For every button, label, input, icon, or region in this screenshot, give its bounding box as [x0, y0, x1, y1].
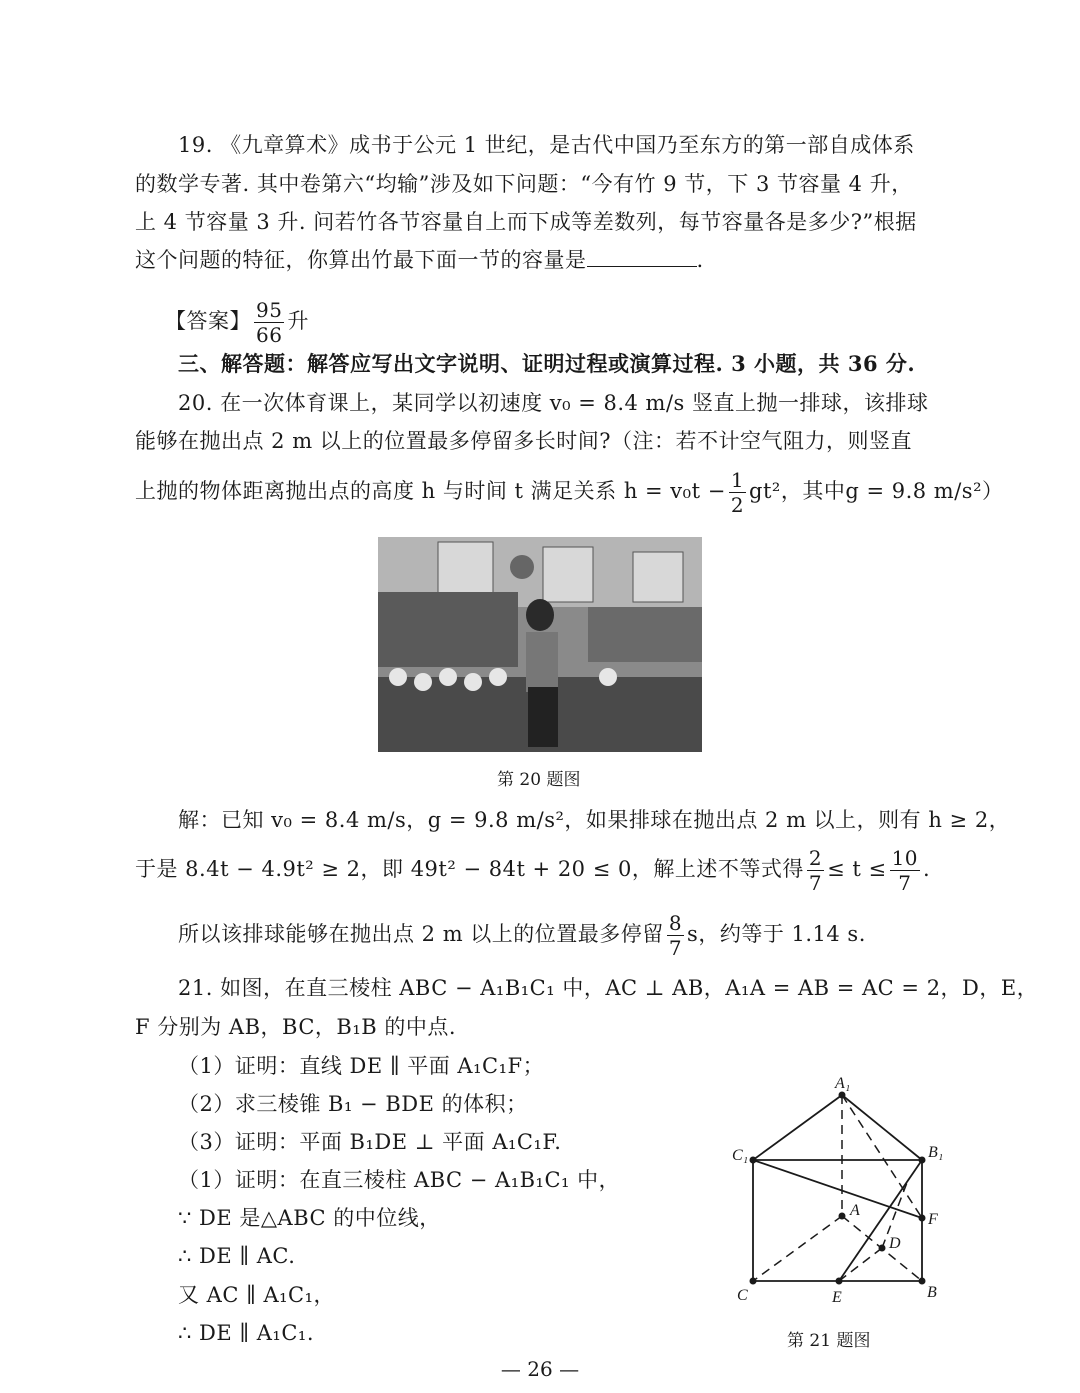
label-B: B	[927, 1284, 937, 1301]
text-line	[135, 848, 930, 893]
figure21-caption: 第 21 题图	[787, 1331, 871, 1351]
text-segment: 三、解答题：解答应写出文字说明、证明过程或演算过程. 3 小题，共 36 分.	[178, 351, 916, 376]
text-segment: 上抛的物体距离抛出点的高度 h 与时间 t 满足关系 h = v₀t −	[135, 479, 726, 503]
label-A1: A₁	[835, 1075, 851, 1092]
text-segment: ≤ t ≤	[827, 857, 887, 881]
text-line	[178, 1323, 314, 1344]
label-D: D	[889, 1235, 901, 1252]
fraction	[807, 848, 824, 893]
volleyball-photo	[378, 537, 702, 752]
edge-A1B1	[842, 1095, 922, 1160]
text-segment: （1）证明：直线 DE ∥ 平面 A₁C₁F；	[178, 1054, 545, 1078]
text-line	[178, 1094, 528, 1115]
edge-C1F	[753, 1160, 922, 1218]
text-segment: （1）证明：在直三棱柱 ABC − A₁B₁C₁ 中，	[178, 1168, 621, 1192]
fraction	[729, 470, 746, 515]
text-segment: 21. 如图，在直三棱柱 ABC − A₁B₁C₁ 中，AC ⊥ AB，A₁A = AB = AC = 2，D，E，	[178, 976, 1039, 1000]
text-line	[178, 810, 1010, 831]
edge-ED	[839, 1248, 882, 1281]
text-segment: 所以该排球能够在抛出点 2 m 以上的位置最多停留	[178, 922, 664, 946]
text-line	[178, 135, 915, 156]
text-line	[178, 1056, 544, 1077]
figure20-caption: 第 20 题图	[497, 770, 581, 790]
text-segment: ∴ DE ∥ A₁C₁.	[178, 1321, 314, 1345]
text-segment: F 分别为 AB，BC，B₁B 的中点.	[135, 1015, 457, 1039]
denominator: 7	[898, 871, 912, 895]
label-F: F	[928, 1211, 938, 1228]
text-line	[135, 1017, 456, 1038]
denominator: 7	[808, 871, 823, 895]
text-segment: 20. 在一次体育课上，某同学以初速度 v₀ = 8.4 m/s 竖直上抛一排球，该排球	[178, 391, 929, 415]
fraction	[667, 913, 684, 958]
text-segment: 上 4 节容量 3 升. 问若竹各节容量自上而下成等差数列，每节容量各是多少?”根据	[135, 210, 917, 234]
numerator: 1	[730, 468, 745, 492]
text-line	[178, 1208, 441, 1229]
text-segment: ∵ DE 是△ABC 的中位线，	[178, 1206, 441, 1230]
numerator: 2	[808, 846, 823, 870]
text-segment: ∴ DE ∥ AC.	[178, 1244, 296, 1268]
text-segment: （3）证明：平面 B₁DE ⊥ 平面 A₁C₁F.	[178, 1130, 562, 1154]
text-line	[178, 1170, 620, 1191]
fraction	[254, 300, 284, 345]
label-C: C	[737, 1287, 748, 1304]
text-line	[178, 913, 866, 958]
text-segment: 于是 8.4t − 4.9t² ≥ 2，即 49t² − 84t + 20 ≤ 0，解上述不等式得	[135, 857, 804, 881]
label-C1: C₁	[732, 1147, 749, 1164]
answer-blank	[587, 266, 697, 267]
text-segment: 这个问题的特征，你算出竹最下面一节的容量是	[135, 248, 587, 272]
page-number: — 26 —	[500, 1357, 580, 1381]
text-line	[135, 431, 912, 452]
text-segment: 能够在抛出点 2 m 以上的位置最多停留多长时间?（注：若不计空气阻力，则竖直	[135, 429, 913, 453]
text-line	[135, 250, 704, 271]
text-segment: 解：已知 v₀ = 8.4 m/s，g = 9.8 m/s²，如果排球在抛出点 2 m 以上，则有 h ≥ 2，	[178, 808, 1011, 832]
text-line	[178, 978, 1038, 999]
edge-A1C1	[753, 1095, 842, 1160]
text-line	[178, 1132, 561, 1153]
denominator: 66	[256, 323, 283, 347]
text-line	[135, 212, 917, 233]
text-line	[178, 393, 929, 414]
edge-A1F	[842, 1095, 922, 1218]
text-segment: （2）求三棱锥 B₁ − BDE 的体积；	[178, 1092, 528, 1116]
text-line	[135, 174, 913, 195]
text-segment: 19. 《九章算术》成书于公元 1 世纪，是古代中国乃至东方的第一部自成体系	[178, 133, 915, 157]
text-line	[135, 470, 1004, 515]
text-segment: 升	[287, 309, 309, 333]
label-B1: B₁	[928, 1144, 944, 1161]
edge-EB1	[839, 1160, 922, 1281]
text-segment: 的数学专著. 其中卷第六“均输”涉及如下问题：“今有竹 9 节，下 3 节容量 4 升，	[135, 172, 913, 196]
text-segment: .	[696, 248, 704, 272]
denominator: 7	[668, 936, 683, 960]
text-segment: gt²，其中g = 9.8 m/s²）	[749, 479, 1004, 503]
text-segment: 【答案】	[165, 309, 251, 333]
text-segment: 又 AC ∥ A₁C₁，	[178, 1283, 336, 1307]
text-line	[178, 353, 915, 374]
denominator: 2	[730, 493, 745, 517]
label-E: E	[832, 1289, 842, 1306]
text-line	[178, 1285, 335, 1306]
text-segment: s，约等于 1.14 s.	[687, 922, 866, 946]
fraction	[890, 848, 920, 893]
label-A: A	[850, 1202, 860, 1219]
prism-diagram	[720, 1070, 960, 1310]
numerator: 95	[256, 298, 283, 322]
text-line	[178, 1246, 295, 1267]
edge-AC	[753, 1216, 842, 1281]
text-line	[165, 300, 309, 345]
numerator: 10	[891, 846, 919, 870]
text-segment: .	[923, 857, 931, 881]
numerator: 8	[668, 911, 683, 935]
